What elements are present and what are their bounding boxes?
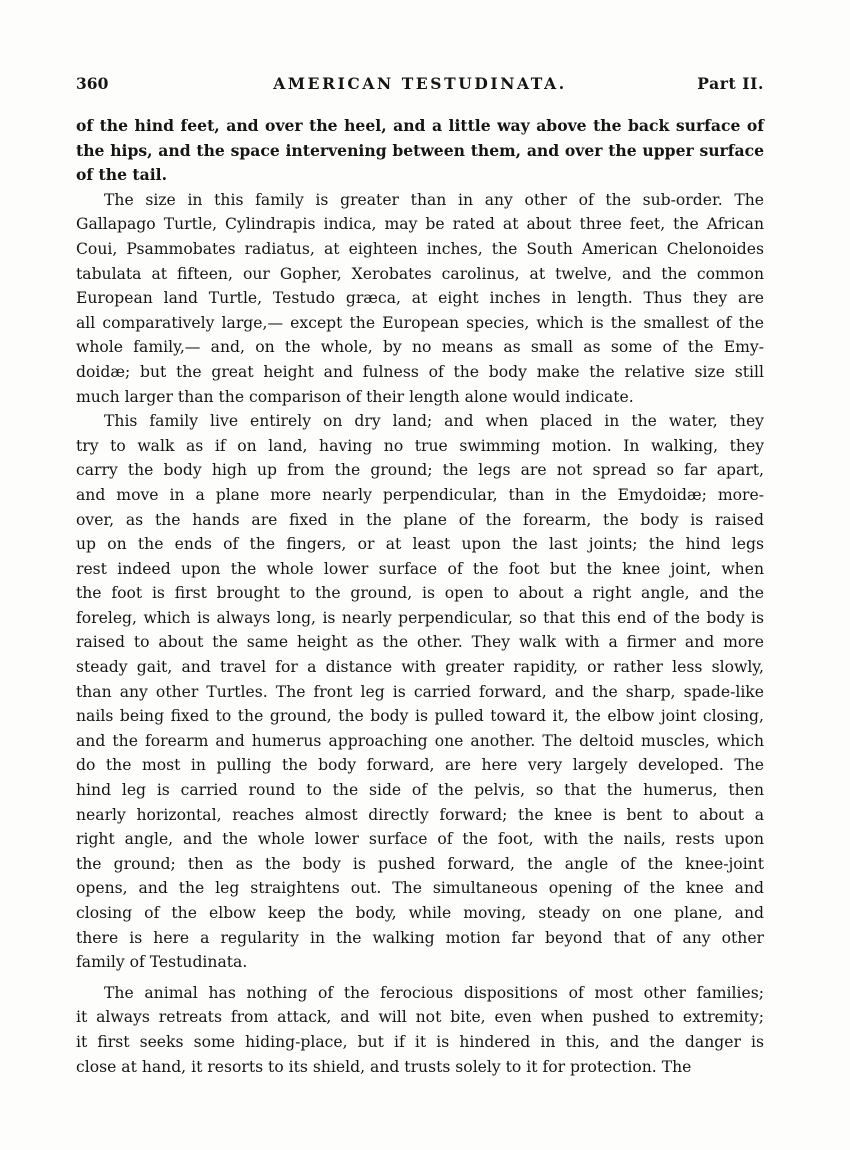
text-line: do the most in pulling the body forward, are here very largely developed. The bbox=[76, 756, 764, 775]
paragraph-size bbox=[76, 188, 764, 409]
text-line: try to walk as if on land, having no true swimming motion. In walking, they bbox=[76, 436, 764, 455]
text-line: much larger than the comparison of their length alone would indicate. bbox=[76, 387, 634, 406]
text-line: than any other Turtles. The front leg is carried forward, and the sharp, spade-like bbox=[76, 682, 764, 701]
page-number: 360 bbox=[76, 74, 109, 93]
text-line: whole family,— and, on the whole, by no means as small as some of the Emy- bbox=[76, 338, 764, 357]
text-line: over, as the hands are fixed in the plane of the forearm, the body is raised bbox=[76, 510, 764, 529]
text-line: the hips, and the space intervening between them, and over the upper surface bbox=[76, 140, 764, 160]
text-line: opens, and the leg straightens out. The simultaneous opening of the knee and bbox=[76, 879, 764, 898]
paragraph-disposition bbox=[76, 981, 764, 1079]
part-label: Part II. bbox=[697, 74, 764, 93]
running-head bbox=[76, 74, 764, 98]
text-line: up on the ends of the fingers, or at least upon the last joints; the hind legs bbox=[76, 535, 764, 554]
text-line: tabulata at fifteen, our Gopher, Xerobates carolinus, at twelve, and the common bbox=[76, 264, 764, 283]
text-line: steady gait, and travel for a distance with greater rapidity, or rather less slowly, bbox=[76, 658, 764, 677]
text-line: Coui, Psammobates radiatus, at eighteen inches, the South American Chelonoides bbox=[76, 239, 764, 258]
text-line: hind leg is carried round to the side of the pelvis, so that the humerus, then bbox=[76, 781, 764, 800]
text-line: and the forearm and humerus approaching one another. The deltoid muscles, which bbox=[76, 731, 764, 750]
text-line: The size in this family is greater than in any other of the sub-order. The bbox=[104, 190, 764, 209]
body-text bbox=[76, 114, 764, 1079]
text-line: nearly horizontal, reaches almost directly forward; the knee is bent to about a bbox=[76, 805, 764, 824]
text-line: doidæ; but the great height and fulness of the body make the relative size still bbox=[76, 362, 764, 381]
text-line: Gallapago Turtle, Cylindrapis indica, may be rated at about three feet, the African bbox=[76, 215, 764, 234]
text-line: carry the body high up from the ground; the legs are not spread so far apart, bbox=[76, 461, 764, 480]
text-line: This family live entirely on dry land; and when placed in the water, they bbox=[104, 412, 764, 431]
text-line: of the tail. bbox=[76, 165, 168, 185]
text-line: the ground; then as the body is pushed forward, the angle of the knee-joint bbox=[76, 854, 764, 873]
text-line: European land Turtle, Testudo græca, at eight inches in length. Thus they are bbox=[76, 289, 764, 308]
text-line: family of Testudinata. bbox=[76, 953, 248, 972]
text-line: nails being fixed to the ground, the body is pulled toward it, the elbow joint closing, bbox=[76, 707, 764, 726]
text-line: it first seeks some hiding-place, but if it is hindered in this, and the danger is bbox=[76, 1032, 764, 1051]
text-line: foreleg, which is always long, is nearly perpendicular, so that this end of the body is bbox=[76, 608, 764, 627]
text-line: there is here a regularity in the walking motion far beyond that of any other bbox=[76, 928, 764, 947]
text-line: close at hand, it resorts to its shield, and trusts solely to it for protection. The bbox=[76, 1057, 692, 1076]
text-line: closing of the elbow keep the body, while moving, steady on one plane, and bbox=[76, 904, 764, 922]
book-title: AMERICAN TESTUDINATA. bbox=[273, 74, 567, 93]
text-line: all comparatively large,— except the European species, which is the smallest of the bbox=[76, 313, 764, 332]
paragraph-locomotion bbox=[76, 409, 764, 975]
text-line: The animal has nothing of the ferocious dispositions of most other families; bbox=[104, 983, 764, 1002]
text-line: the foot is first brought to the ground, is open to about a right angle, and the bbox=[76, 584, 764, 603]
text-line: it always retreats from attack, and will not bite, even when pushed to extremity; bbox=[76, 1008, 764, 1027]
text-line: right angle, and the whole lower surface of the foot, with the nails, rests upon bbox=[76, 830, 764, 849]
text-line: and move in a plane more nearly perpendicular, than in the Emydoidæ; more- bbox=[76, 485, 764, 504]
text-line: raised to about the same height as the other. They walk with a firmer and more bbox=[76, 633, 764, 652]
text-line: of the hind feet, and over the heel, and a little way above the back surface of bbox=[76, 116, 764, 135]
paragraph-continuation bbox=[76, 114, 764, 188]
text-line: rest indeed upon the whole lower surface of the foot but the knee joint, when bbox=[76, 559, 764, 578]
